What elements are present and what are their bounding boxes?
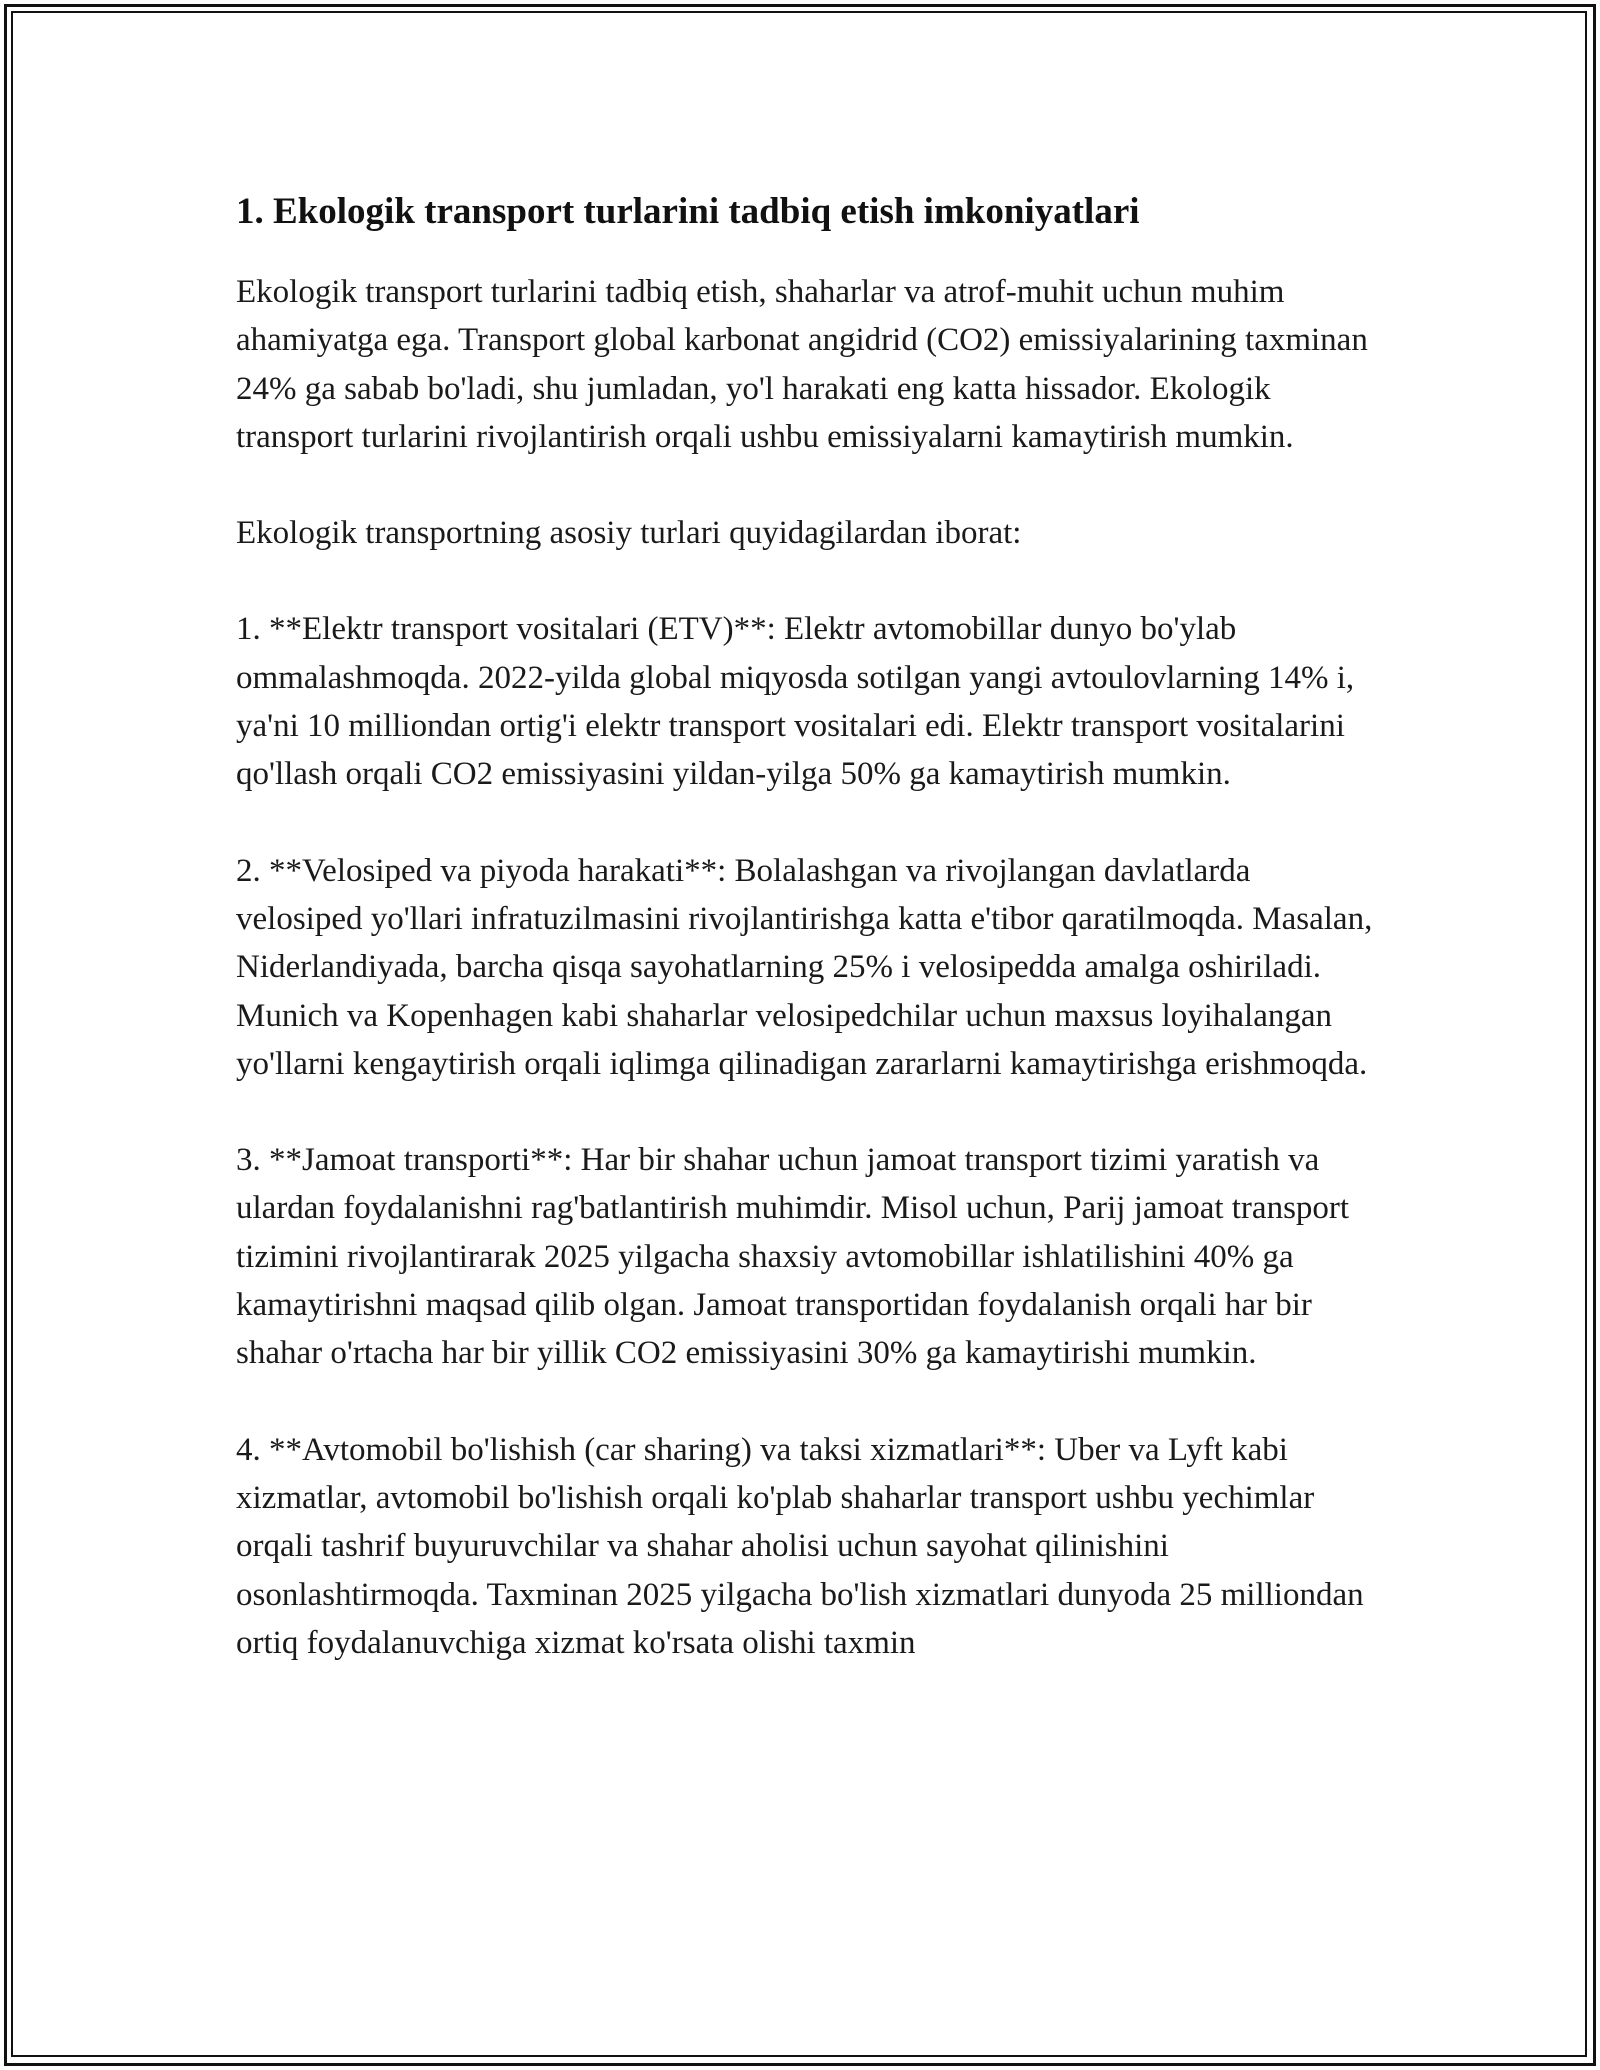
list-item-public-transport: 3. **Jamoat transporti**: Har bir shahar uchun jamoat transport tizimi yaratish va ulardan foydalanishni rag'batlantirish muhimdir. Misol uchun, Parij jamoat transport tizimini rivojlantirarak 2025 yilgacha shaxsiy avtomobillar ishlatilishini 40% ga kamaytirishni maqsad qilib olgan. Jamoat transportidan foydalanish orqali har bir shahar o'rtacha har bir yillik CO2 emissiyasini 30% ga kamaytirishi mumkin. [236,1142,1350,1372]
intro-paragraph: Ekologik transport turlarini tadbiq etish, shaharlar va atrof-muhit uchun muhim ahamiyatga ega. Transport global karbonat angidrid (CO2) emissiyalarining taxminan 24% ga sabab bo'ladi, shu jumladan, yo'l harakati eng katta hissador. Ekologik transport turlarini rivojlantirish orqali ushbu emissiyalarni kamaytirish mumkin. [236,274,1368,455]
types-intro-paragraph: Ekologik transportning asosiy turlari quyidagilardan iborat: [236,515,1022,552]
list-item-bicycle-walking: 2. **Velosiped va piyoda harakati**: Bolalashgan va rivojlangan davlatlarda velosiped yo'llari infratuzilmasini rivojlantirishga katta e'tibor qaratilmoqda. Masalan, Niderlandiyada, barcha qisqa sayohatlarning 25% i velosipedda amalga oshiriladi. Munich va Kopenhagen kabi shaharlar velosipedchilar uchun maxsus loyihalangan yo'llarni kengaytirish orqali iqlimga qilinadigan zararlarni kamaytirishga erishmoqda. [236,852,1373,1082]
document-body [236,186,1376,1715]
list-item-car-sharing: 4. **Avtomobil bo'lishish (car sharing) va taksi xizmatlari**: Uber va Lyft kabi xizmatlar, avtomobil bo'lishish orqali ko'plab shaharlar transport ushbu yechimlar orqali tashrif buyuruvchilar va shahar aholisi uchun sayohat qilinishini osonlashtirmoqda. Taxminan 2025 yilgacha bo'lish xizmatlari dunyoda 25 milliondan ortiq foydalanuvchiga xizmat ko'rsata olishi taxmin [236,1431,1364,1661]
section-heading: 1. Ekologik transport turlarini tadbiq etish imkoniyatlari [236,191,1140,232]
list-item-electric-vehicles: 1. **Elektr transport vositalari (ETV)**: Elektr avtomobillar dunyo bo'ylab ommalashmoqda. 2022-yilda global miqyosda sotilgan yangi avtoulovlarning 14% i, ya'ni 10 milliondan ortig'i elektr transport vositalari edi. Elektr transport vositalarini qo'llash orqali CO2 emissiyasini yildan-yilga 50% ga kamaytirish mumkin. [236,611,1355,793]
